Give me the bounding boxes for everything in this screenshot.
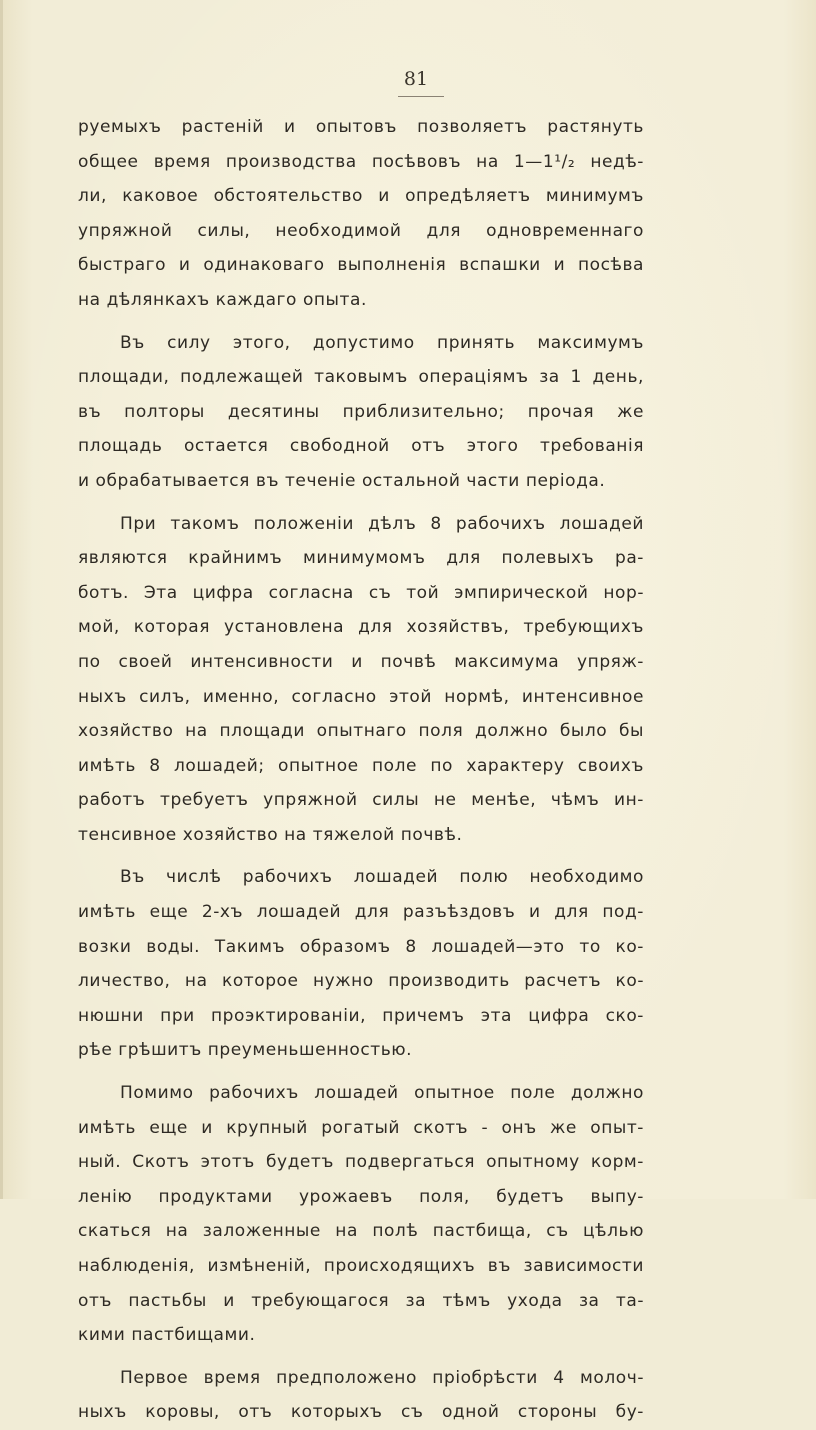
text-line: по своей интенсивности и почвѣ максимума упряж- [78, 651, 644, 672]
text-line: нюшни при проэктированiи, причемъ эта цифра ско- [78, 1005, 644, 1026]
paragraph-2 [78, 326, 644, 499]
paragraph-1 [78, 110, 644, 318]
text-line: въ полторы десятины приблизительно; прочая же [78, 401, 644, 422]
text-line: площадь остается свободной отъ этого требованiя [78, 436, 644, 457]
text-line: При такомъ положенiи дѣлъ 8 рабочихъ лошадей [120, 513, 644, 534]
paragraph-4 [78, 860, 644, 1068]
text-line: ный. Скотъ этотъ будетъ подвергаться опытному корм- [78, 1152, 644, 1173]
text-line: упряжной силы, необходимой для одновременнаго [78, 220, 644, 241]
text-line: личество, на которое нужно производить расчетъ ко- [78, 971, 644, 992]
text-line: наблюденiя, измѣненiй, происходящихъ въ зависимости [78, 1256, 644, 1276]
paragraph-6 [78, 1361, 644, 1430]
text-line: ленiю продуктами урожаевъ поля, будетъ выпу- [78, 1186, 644, 1207]
text-line: кими пастбищами. [78, 1325, 256, 1346]
text-line: ныхъ силъ, именно, согласно этой нормѣ, интенсивное [78, 686, 644, 707]
text-line: на дѣлянкахъ каждаго опыта. [78, 289, 367, 310]
text-line: рѣе грѣшитъ преуменьшенностью. [78, 1040, 413, 1061]
text-line: имѣть еще и крупный рогатый скотъ - онъ же опыт- [78, 1117, 644, 1138]
text-line: общее время производства посѣвовъ на 1—1¹/₂ недѣ- [78, 151, 644, 172]
text-line: тенсивное хозяйство на тяжелой почвѣ. [78, 824, 463, 845]
text-line: ботъ. Эта цифра согласна съ той эмпирической нор- [78, 582, 644, 603]
page-number: 81 [403, 68, 429, 90]
text-line: Въ силу этого, допустимо принять максимумъ [120, 332, 644, 353]
page-number-rule [398, 96, 444, 97]
page-edge [0, 0, 3, 1199]
paragraph-3 [78, 507, 644, 853]
text-line: являются крайнимъ минимумомъ для полевыхъ ра- [78, 548, 644, 569]
body-text [78, 110, 644, 1430]
text-line: Въ числѣ рабочихъ лошадей полю необходимо [120, 867, 644, 888]
text-line: и обрабатывается въ теченiе остальной части перiода. [78, 470, 606, 491]
text-line: площади, подлежащей таковымъ операцiямъ за 1 день, [78, 367, 644, 388]
text-line: Первое время предположено прiобрѣсти 4 молоч- [120, 1367, 644, 1388]
text-line: отъ пастьбы и требующагося за тѣмъ ухода за та- [78, 1290, 644, 1311]
text-line: работъ требуетъ упряжной силы не менѣе, чѣмъ ин- [78, 790, 644, 811]
paragraph-5 [78, 1076, 644, 1353]
text-line: имѣть еще 2-хъ лошадей для разъѣздовъ и для под- [78, 902, 644, 923]
text-line: скаться на заложенные на полѣ пастбища, съ цѣлью [78, 1221, 644, 1242]
text-line: мой, которая установлена для хозяйствъ, требующихъ [78, 617, 644, 638]
text-line: возки воды. Такимъ образомъ 8 лошадей—это то ко- [78, 936, 644, 957]
text-line: ли, каковое обстоятельство и опредѣляетъ минимумъ [78, 186, 644, 207]
text-line: хозяйство на площади опытнаго поля должно было бы [78, 721, 644, 742]
text-line: руемыхъ растенiй и опытовъ позволяетъ растянуть [78, 117, 644, 137]
text-line: Помимо рабочихъ лошадей опытное поле должно [120, 1083, 644, 1104]
text-line: быстраго и одинаковаго выполненiя вспашки и посѣва [78, 255, 644, 276]
text-line: имѣть 8 лошадей; опытное поле по характеру своихъ [78, 755, 644, 776]
text-line: ныхъ коровы, отъ которыхъ съ одной стороны бу- [78, 1402, 644, 1423]
